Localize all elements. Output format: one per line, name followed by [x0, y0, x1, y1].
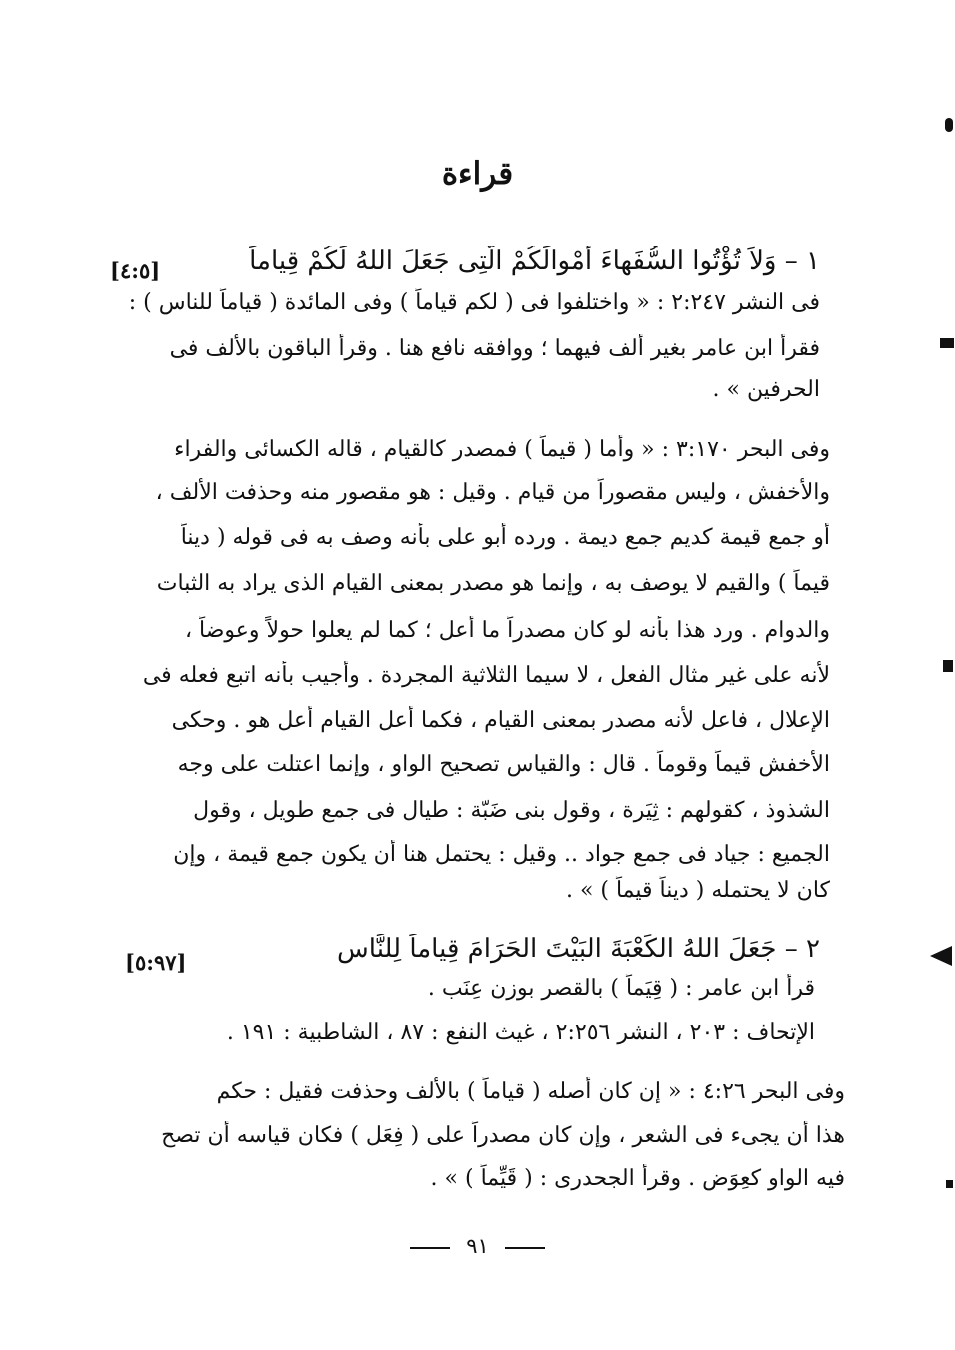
scan-edge-arrow — [930, 946, 952, 966]
text-line: الإتحاف : ٢٠٣ ، النشر ٢:٢٥٦ ، غيث النفع : ٨٧ ، الشاطبية : ١٩١ . — [226, 1020, 815, 1045]
scan-edge-mark — [945, 118, 953, 132]
text-line: قرأ ابن عامر : ( قِيَماً ) بالقصر بوزن عِنَب . — [427, 976, 815, 1001]
text-line: الحرفين » . — [712, 377, 820, 402]
scan-edge-mark — [943, 660, 953, 672]
text-line: فيه الواو كعِوَض . وقرأ الجحدرى : ( قَيِّماً ) » . — [430, 1166, 845, 1191]
scan-edge-mark — [940, 338, 954, 348]
text-line: هذا أن يجىء فى الشعر ، وإن كان مصدراً على ( فِعَل ) فكان قياسه أن تصح — [161, 1123, 845, 1148]
text-line: الإعلال ، فاعل لأنه مصدر بمعنى القيام ، فكما أعل القيام أعل هو . وحكى — [171, 708, 830, 733]
scan-edge-mark — [946, 1180, 953, 1188]
page-title: قراءة — [441, 156, 514, 192]
verse-ref-2: [٥:٩٧] — [125, 950, 187, 975]
text-line: وفى البحر ٤:٢٦ : « إن كان أصله ( قياماً ) بالألف وحذفت فقيل : حكم — [216, 1079, 845, 1104]
verse-ref-1: [٤:٥] — [110, 258, 161, 283]
text-line: الأخفش قيماً وقوماً . قال : والقياس تصحيح الواو ، وإنما اعتلت على وجه — [177, 752, 830, 777]
text-line: لأنه على غير مثال الفعل ، لا سيما الثلاثية المجردة . وأجيب بأنه اتبع فعله فى — [142, 663, 830, 688]
verse-1: ١ – وَلاَ تُؤْتُوا السُّفَهاءَ أَمْوالَكُمْ الَّتِى جَعَلَ اللهُ لَكُمْ قِياماً — [249, 246, 820, 276]
folio-dash-right — [505, 1247, 545, 1249]
text-line: قيماً ) والقيم لا يوصف به ، وإنما هو مصدر بمعنى القيام الذى يراد به الثبات — [156, 571, 830, 596]
text-line: والأخفش ، وليس مقصوراً من قيام . وقيل : هو مقصور منه وحذفت الألف ، — [155, 480, 830, 505]
text-line: أو جمع قيمة كديم جمع ديمة . ورده أبو على بأنه وصف به فى قوله ( ديناً — [180, 525, 830, 550]
page-number-value: ٩١ — [466, 1234, 489, 1258]
text-line: فقرأ ابن عامر بغير ألف فيهما ؛ ووافقه نافع هنا . وقرأ الباقون بالألف فى — [169, 336, 820, 361]
text-line: وفى البحر ٣:١٧٠ : « وأما ( قيماً ) فمصدر كالقيام ، قاله الكسائى والفراء — [174, 437, 830, 462]
text-line: كان لا يحتمله ( ديناً قيماً ) » . — [565, 878, 830, 903]
text-line: الجميع : جياد فى جمع جواد .. وقيل : يحتمل هنا أن يكون جمع قيمة ، وإن — [173, 842, 830, 867]
page-number — [0, 1234, 955, 1258]
text-line: الشذوذ ، كقولهم : ثِيَرة ، وقول بنى ضَبّة : طيال فى جمع طويل ، وقول — [193, 798, 830, 823]
text-line: فى النشر ٢:٢٤٧ : « واختلفوا فى ( لكم قياماً ) وفى المائدة ( قياماً للناس ) : — [128, 290, 820, 315]
folio-dash-left — [410, 1247, 450, 1249]
text-line: والدوام . ورد هذا بأنه لو كان مصدراً ما أعل ؛ كما لم يعلوا حولاً وعوضاً ، — [184, 618, 830, 643]
verse-2: ٢ – جَعَلَ اللهُ الكَعْبَةَ البَيْتَ الحَرَامَ قِياماً لِلنَّاسِ — [337, 934, 820, 964]
